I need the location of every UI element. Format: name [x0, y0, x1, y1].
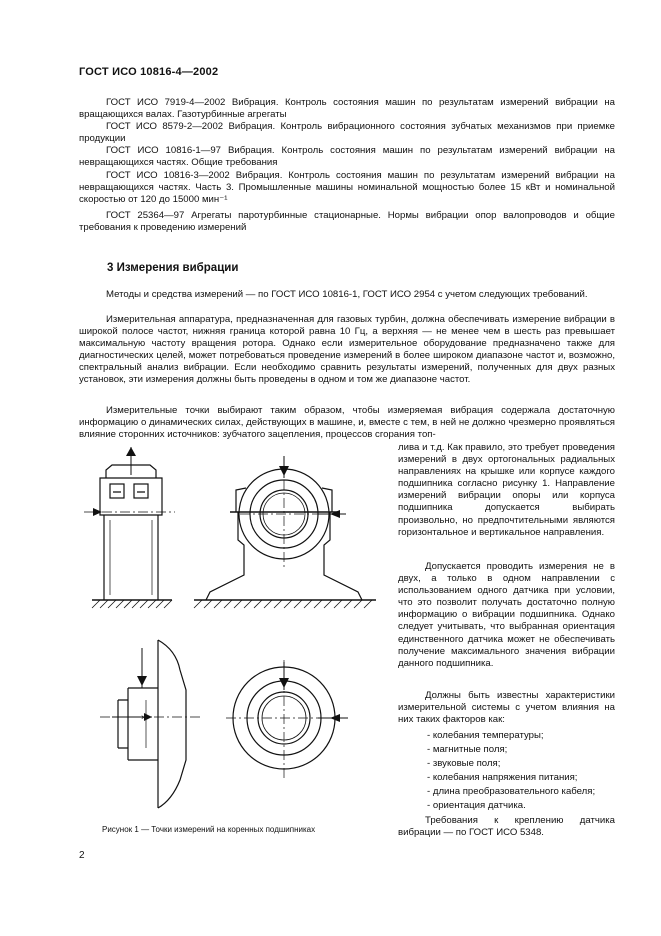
reference-3: ГОСТ ИСО 10816-1—97 Вибрация. Контроль состояния машин по результатам измерений вибрации на невращающихся частях. Общие требования [79, 145, 615, 169]
document-header: ГОСТ ИСО 10816-4—2002 [79, 66, 219, 78]
reference-4: ГОСТ ИСО 10816-3—2002 Вибрация. Контроль состояния машин по результатам измерений вибрации на невращающихся частях. Часть 3. Промышленные машины номинальной мощностью более 15 кВт и номинальной скоростью от 120 до 15000 мин⁻¹ [79, 170, 615, 206]
paragraph-points: Измерительные точки выбирают таким образом, чтобы измеряемая вибрация содержала достаточную информацию о динамических силах, действующих в машине, и, вместе с тем, в ней не должно чрезмерно проявляться влияние сторонних источников: зубчатого зацепления, процессов сгорания топ- [79, 405, 615, 441]
paragraph-single-sensor: Допускается проводить измерения не в двух, а только в одном направлении с использованием одного датчика при условии, что это позволит получать достаточно полную информацию о вибрации подшипника. Однако следует учитывать, что выбранная ориентация единственного датчика может не обеспечивать получение максимального значения вибрации данного подшипника. [398, 561, 615, 669]
flange-side-view-drawing [100, 640, 200, 808]
flange-front-view-drawing [226, 660, 348, 778]
list-item: - звуковые поля; [427, 758, 501, 769]
list-item: - колебания температуры; [427, 730, 544, 741]
paragraph-methods: Методы и средства измерений — по ГОСТ ИСО 10816-1, ГОСТ ИСО 2954 с учетом следующих требований. [106, 289, 588, 300]
figure-caption: Рисунок 1 — Точки измерений на коренных подшипниках [102, 825, 316, 834]
side-view-drawing [84, 447, 175, 608]
reference-5: ГОСТ 25364—97 Агрегаты паротурбинные стационарные. Нормы вибрации опор валопроводов и общие требования к проведению измерений [79, 210, 615, 234]
paragraph-apparatus: Измерительная аппаратура, предназначенная для газовых турбин, должна обеспечивать измерение вибрации в широкой полосе частот, нижняя граница которой равна 10 Гц, а верхняя — не менее чем в шесть раз превышает максимальную частоту вращения ротора. Однако если измерительное оборудование предназначено также для диагностических целей, может потребоваться проведение измерений в более широком диапазоне частот и, возможно, спектральный анализ вибрации. Если необходимо сравнить результаты измерений, полученных для двух разных установок, эти измерения должны быть проведены в одном и том же диапазоне частот. [79, 314, 615, 386]
paragraph-directions: лива и т.д. Как правило, это требует проведения измерений в двух ортогональных радиальных направлениях на крышке или корпусе каждого подшипника согласно рисунку 1. Направление измерений вибрации опоры или корпуса подшипника допускается выбирать произвольно, но предпочтительными являются горизонтальное и вертикальное направления. [398, 442, 615, 538]
reference-1: ГОСТ ИСО 7919-4—2002 Вибрация. Контроль состояния машин по результатам измерений вибрации на вращающихся валах. Газотурбинные агрегаты [79, 97, 615, 121]
page-number: 2 [79, 850, 85, 861]
front-view-drawing [194, 456, 376, 608]
reference-2: ГОСТ ИСО 8579-2—2002 Вибрация. Контроль вибрационного состояния зубчатых механизмов при приемке продукции [79, 121, 615, 145]
svg-text:×: × [141, 713, 146, 722]
paragraph-mounting: Требования к креплению датчика вибрации — по ГОСТ ИСО 5348. [398, 815, 615, 839]
section-title: 3 Измерения вибрации [107, 262, 239, 274]
list-item: - колебания напряжения питания; [427, 772, 578, 783]
list-item: - магнитные поля; [427, 744, 508, 755]
list-item: - ориентация датчика. [427, 800, 526, 811]
list-item: - длина преобразовательного кабеля; [427, 786, 596, 797]
paragraph-factors: Должны быть известны характеристики измерительной системы с учетом влияния на них таких факторов как: [398, 690, 615, 726]
